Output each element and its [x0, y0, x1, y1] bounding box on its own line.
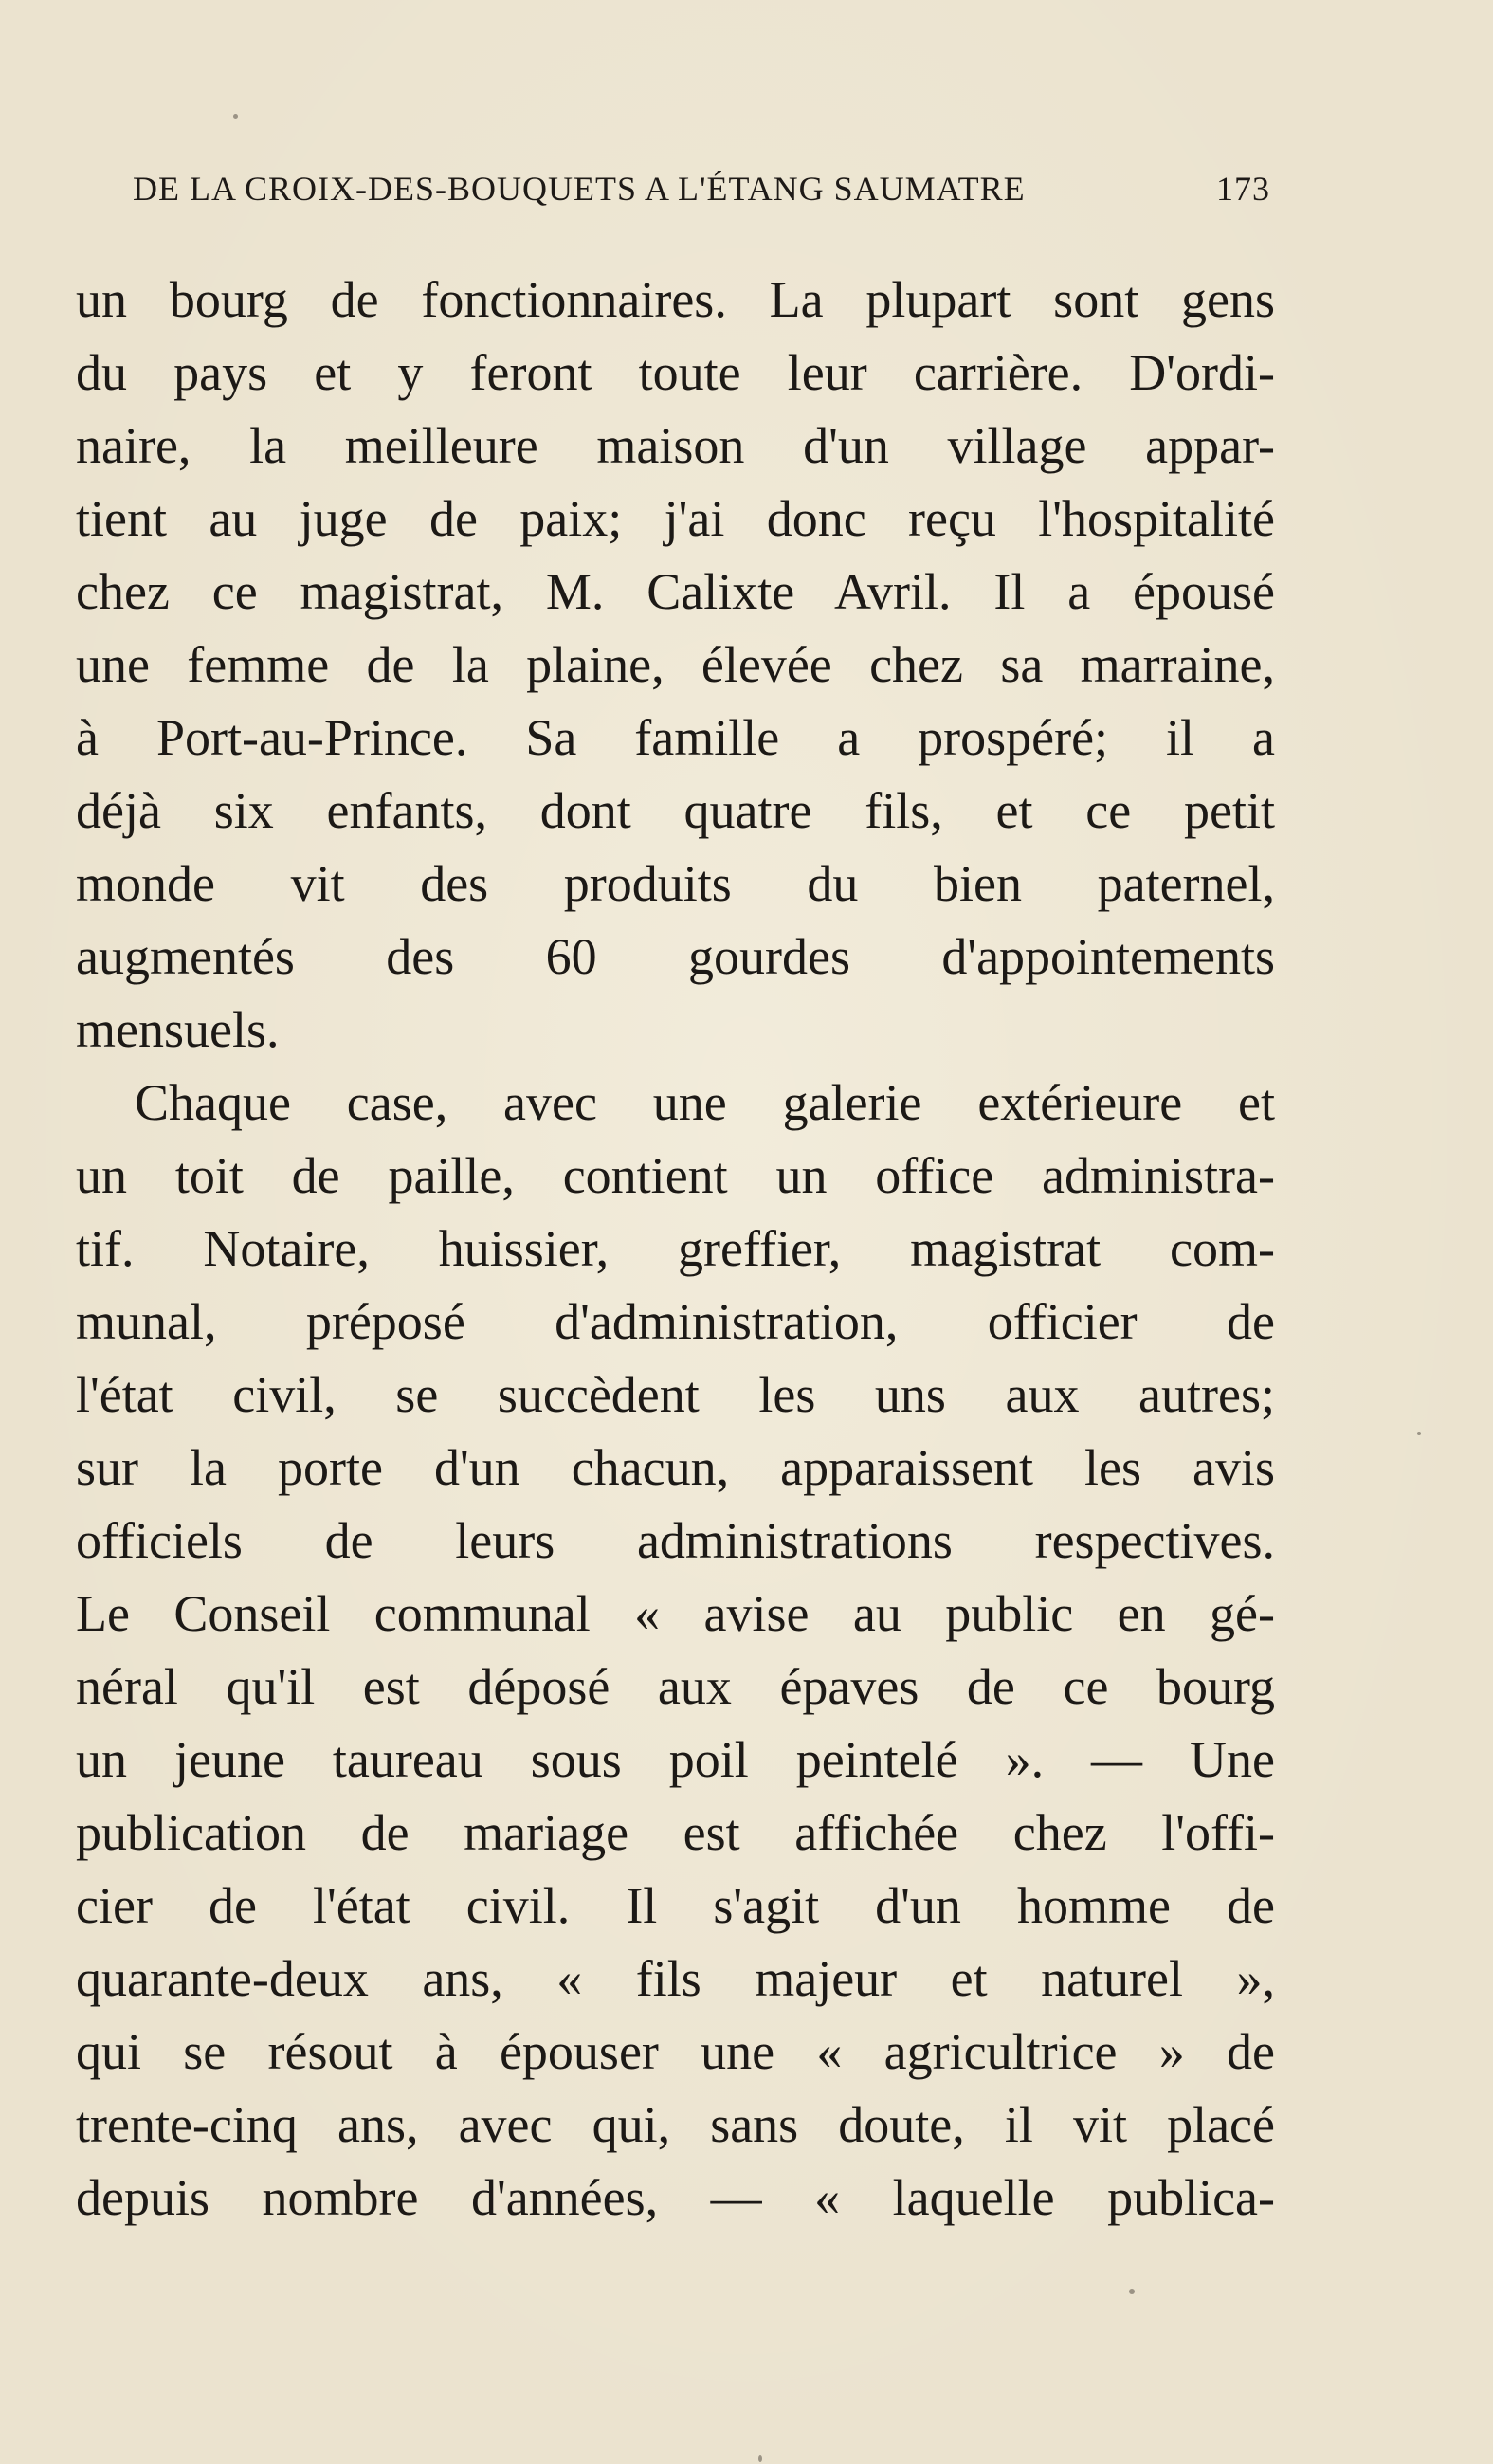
text-line: mensuels.: [76, 1001, 280, 1058]
text-line: trente-cinq ans, avec qui, sans doute, il vit placé: [76, 2096, 1275, 2153]
text-line: un bourg de fonctionnaires. La plupart sont gens: [76, 271, 1275, 328]
text-line: néral qu'il est déposé aux épaves de ce bourg: [76, 1658, 1275, 1715]
paper-speck: [233, 114, 238, 119]
text-line: officiels de leurs administrations respectives.: [76, 1512, 1275, 1569]
running-head-title: DE LA CROIX-DES-BOUQUETS A L'ÉTANG SAUMATRE: [133, 170, 1026, 208]
text-line: tient au juge de paix; j'ai donc reçu l'hospitalité: [76, 490, 1275, 547]
text-line: sur la porte d'un chacun, apparaissent les avis: [76, 1439, 1275, 1496]
text-line: publication de mariage est affichée chez l'offi-: [76, 1804, 1275, 1861]
text-line: quarante-deux ans, « fils majeur et naturel »,: [76, 1950, 1275, 2007]
text-line: du pays et y feront toute leur carrière. D'ordi-: [76, 344, 1275, 401]
text-line: un toit de paille, contient un office administra-: [76, 1147, 1275, 1204]
text-line: monde vit des produits du bien paternel,: [76, 855, 1275, 912]
text-line: qui se résout à épouser une « agricultrice » de: [76, 2023, 1275, 2080]
text-line: à Port-au-Prince. Sa famille a prospéré; il a: [76, 709, 1275, 766]
text-line: chez ce magistrat, M. Calixte Avril. Il a épousé: [76, 563, 1275, 620]
text-line: un jeune taureau sous poil peintelé ». — Une: [76, 1731, 1275, 1788]
body-text: [76, 264, 1275, 2235]
running-head: [133, 169, 1270, 216]
text-line: munal, préposé d'administration, officier de: [76, 1293, 1275, 1350]
paper-speck: [1417, 1432, 1421, 1435]
text-line: depuis nombre d'années, — « laquelle publica-: [76, 2169, 1275, 2226]
text-line: cier de l'état civil. Il s'agit d'un homme de: [76, 1877, 1275, 1934]
paper-speck: [1129, 2289, 1135, 2294]
text-line: naire, la meilleure maison d'un village appar-: [76, 417, 1275, 474]
text-line: augmentés des 60 gourdes d'appointements: [76, 928, 1275, 985]
text-line: Le Conseil communal « avise au public en gé-: [76, 1585, 1275, 1642]
page-number: 173: [1216, 170, 1270, 208]
text-line: tif. Notaire, huissier, greffier, magistrat com-: [76, 1220, 1275, 1277]
paper-speck: [758, 2455, 762, 2462]
text-line: une femme de la plaine, élevée chez sa marraine,: [76, 636, 1275, 693]
text-line: l'état civil, se succèdent les uns aux autres;: [76, 1366, 1275, 1423]
text-line: Chaque case, avec une galerie extérieure et: [135, 1074, 1275, 1131]
text-line: déjà six enfants, dont quatre fils, et ce petit: [76, 782, 1275, 839]
